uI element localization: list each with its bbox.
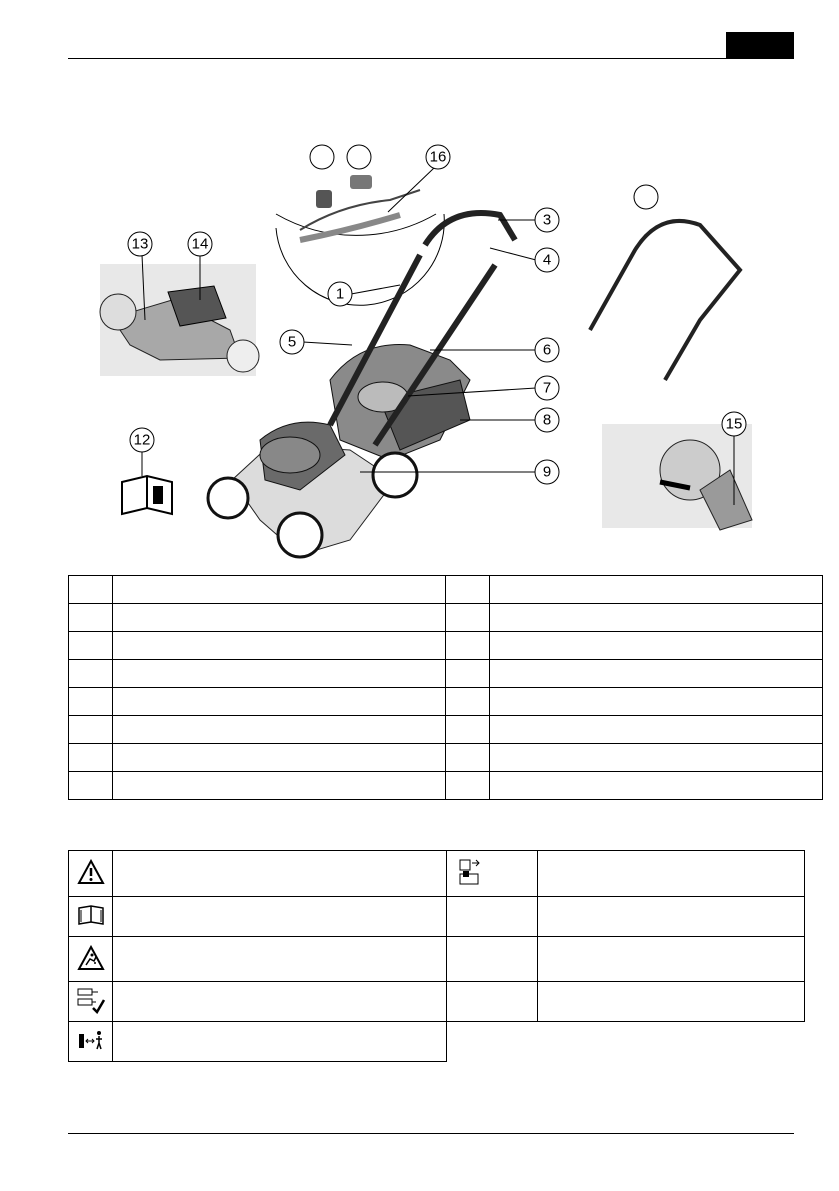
table-row (69, 897, 805, 937)
checklist-icon (69, 982, 113, 1022)
manual-info-icon (122, 476, 172, 514)
svg-text:15: 15 (725, 415, 743, 433)
callout-1-label: 1 (335, 285, 345, 303)
footer-rule (68, 1133, 794, 1134)
svg-text:3: 3 (542, 211, 552, 229)
table-row (69, 632, 823, 660)
table-row (69, 576, 823, 604)
svg-text:13: 13 (131, 235, 149, 253)
parts-table (68, 575, 823, 800)
svg-text:5: 5 (287, 333, 297, 351)
mower-figure (0, 0, 839, 570)
table-row (69, 716, 823, 744)
thrown-objects-warning-icon (69, 937, 113, 982)
svg-text:6: 6 (542, 341, 552, 359)
table-row (69, 851, 805, 897)
table-row (69, 604, 823, 632)
table-row (69, 1022, 805, 1062)
svg-text:7: 7 (542, 379, 552, 397)
table-row (69, 660, 823, 688)
svg-text:12: 12 (133, 431, 151, 449)
svg-text:8: 8 (542, 411, 552, 429)
grass-catcher-detail (100, 264, 259, 376)
svg-text:16: 16 (429, 148, 447, 166)
table-row (69, 744, 823, 772)
symbols-table (68, 850, 805, 1062)
handle-detail-inset (276, 145, 444, 305)
table-row (69, 688, 823, 716)
svg-text:4: 4 (542, 251, 552, 269)
svg-text:9: 9 (542, 463, 552, 481)
warning-triangle-icon (69, 851, 113, 897)
table-row (69, 982, 805, 1022)
table-row (69, 772, 823, 800)
handle-folded-detail (590, 185, 740, 380)
safety-distance-icon (69, 1022, 113, 1062)
mulching-plug-detail (602, 424, 752, 530)
transport-icon (447, 851, 538, 897)
manual-book-icon (69, 897, 113, 937)
svg-text:14: 14 (191, 235, 209, 253)
table-row (69, 937, 805, 982)
